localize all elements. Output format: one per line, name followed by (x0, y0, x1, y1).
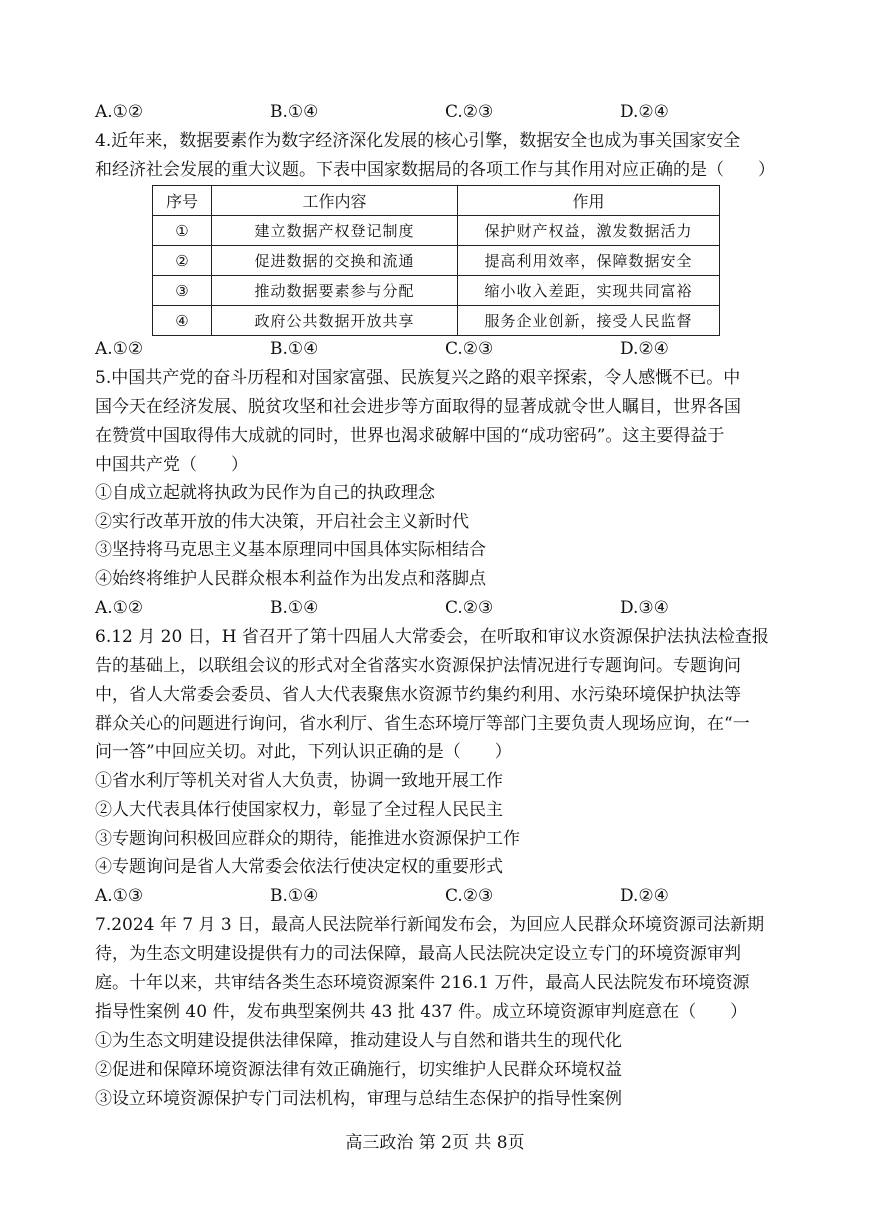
q4-stem-line-1: 4.近年来，数据要素作为数字经济深化发展的核心引擎，数据安全也成为事关国家安全 (95, 131, 741, 151)
table-cell: 服务企业创新，接受人民监督 (458, 306, 720, 336)
table-cell: 建立数据产权登记制度 (212, 216, 458, 246)
q5-choice-3: ③坚持将马克思主义基本原理同中国具体实际相结合 (95, 540, 486, 560)
table-row (153, 276, 720, 306)
table-row (153, 216, 720, 246)
option-c: C.②③ (445, 339, 494, 359)
option-d: D.②④ (620, 339, 669, 359)
q5-stem-line-1: 5.中国共产党的奋斗历程和对国家富强、民族复兴之路的艰辛探索，令人感慨不已。中 (95, 368, 741, 388)
q5-choice-4: ④始终将维护人民群众根本利益作为出发点和落脚点 (95, 569, 486, 589)
q6-stem-line-3: 中，省人大常委会委员、省人大代表聚焦水资源节约集约利用、水污染环境保护执法等 (95, 685, 741, 705)
table-header: 作用 (458, 186, 720, 216)
q4-table (152, 185, 720, 336)
option-d: D.②④ (620, 102, 669, 122)
q3-options (95, 101, 795, 123)
q7-choice-2: ②促进和保障环境资源法律有效正确施行，切实维护人民群众环境权益 (95, 1060, 622, 1080)
q6-stem-line-4: 群众关心的问题进行询问，省水利厅、省生态环境厅等部门主要负责人现场应询，在“一 (95, 714, 750, 734)
option-a: A.①② (95, 102, 144, 122)
option-b: B.①④ (270, 886, 319, 906)
table-cell: ② (153, 246, 212, 276)
q5-choice-2: ②实行改革开放的伟大决策，开启社会主义新时代 (95, 512, 469, 532)
table-header: 序号 (153, 186, 212, 216)
q7-stem-line-1: 7.2024 年 7 月 3 日，最高人民法院举行新闻发布会，为回应人民群众环境资源司法新期 (95, 915, 765, 935)
q6-stem-line-2: 告的基础上，以联组会议的形式对全省落实水资源保护法情况进行专题询问。专题询问 (95, 656, 741, 676)
q7-stem-line-2: 待，为生态文明建设提供有力的司法保障，最高人民法院决定设立专门的环境资源审判 (95, 944, 741, 964)
table-cell: ① (153, 216, 212, 246)
option-c: C.②③ (445, 886, 494, 906)
option-d: D.③④ (620, 598, 669, 618)
table-header: 工作内容 (212, 186, 458, 216)
q6-choice-4: ④专题询问是省人大常委会依法行使决定权的重要形式 (95, 857, 503, 877)
table-cell: ③ (153, 276, 212, 306)
q6-choice-1: ①省水利厅等机关对省人大负责，协调一致地开展工作 (95, 771, 503, 791)
table-row (153, 246, 720, 276)
q5-stem-line-4: 中国共产党（ ） (95, 455, 248, 475)
q7-choice-3: ③设立环境资源保护专门司法机构，审理与总结生态保护的指导性案例 (95, 1089, 622, 1109)
q5-choice-1: ①自成立起就将执政为民作为自己的执政理念 (95, 483, 435, 503)
table-header-row (153, 186, 720, 216)
option-b: B.①④ (270, 102, 319, 122)
q5-stem-line-2: 国今天在经济发展、脱贫攻坚和社会进步等方面取得的显著成就令世人瞩目，世界各国 (95, 397, 741, 417)
table-cell: 保护财产权益，激发数据活力 (458, 216, 720, 246)
q5-options (95, 597, 795, 619)
q6-options (95, 885, 795, 907)
option-a: A.①② (95, 598, 144, 618)
option-c: C.②③ (445, 102, 494, 122)
q6-choice-3: ③专题询问积极回应群众的期待，能推进水资源保护工作 (95, 829, 520, 849)
table-cell: 推动数据要素参与分配 (212, 276, 458, 306)
option-c: C.②③ (445, 598, 494, 618)
q7-stem-line-3: 庭。十年以来，共审结各类生态环境资源案件 216.1 万件，最高人民法院发布环境资源 (95, 973, 750, 993)
table-cell: 提高利用效率，保障数据安全 (458, 246, 720, 276)
q7-stem-line-4: 指导性案例 40 件，发布典型案例共 43 批 437 件。成立环境资源审判庭意在（ ） (95, 1002, 748, 1022)
q6-choice-2: ②人大代表具体行使国家权力，彰显了全过程人民民主 (95, 800, 503, 820)
q6-stem-line-5: 问一答”中回应关切。对此，下列认识正确的是（ ） (95, 742, 512, 762)
page-footer: 高三政治 第 2页 共 8页 (345, 1133, 525, 1153)
option-d: D.②④ (620, 886, 669, 906)
table-cell: 促进数据的交换和流通 (212, 246, 458, 276)
table-cell: 缩小收入差距，实现共同富裕 (458, 276, 720, 306)
q7-choice-1: ①为生态文明建设提供法律保障，推动建设人与自然和谐共生的现代化 (95, 1031, 622, 1051)
q4-stem-line-2: 和经济社会发展的重大议题。下表中国家数据局的各项工作与其作用对应正确的是（ ） (95, 160, 775, 180)
table-cell: ④ (153, 306, 212, 336)
option-b: B.①④ (270, 598, 319, 618)
option-a: A.①② (95, 339, 144, 359)
option-b: B.①④ (270, 339, 319, 359)
table-cell: 政府公共数据开放共享 (212, 306, 458, 336)
q6-stem-line-1: 6.12 月 20 日，H 省召开了第十四届人大常委会，在听取和审议水资源保护法执法检查报 (95, 627, 769, 647)
q4-options (95, 338, 795, 360)
option-a: A.①③ (95, 886, 144, 906)
table-row (153, 306, 720, 336)
q5-stem-line-3: 在赞赏中国取得伟大成就的同时，世界也渴求破解中国的“成功密码”。这主要得益于 (95, 426, 725, 446)
